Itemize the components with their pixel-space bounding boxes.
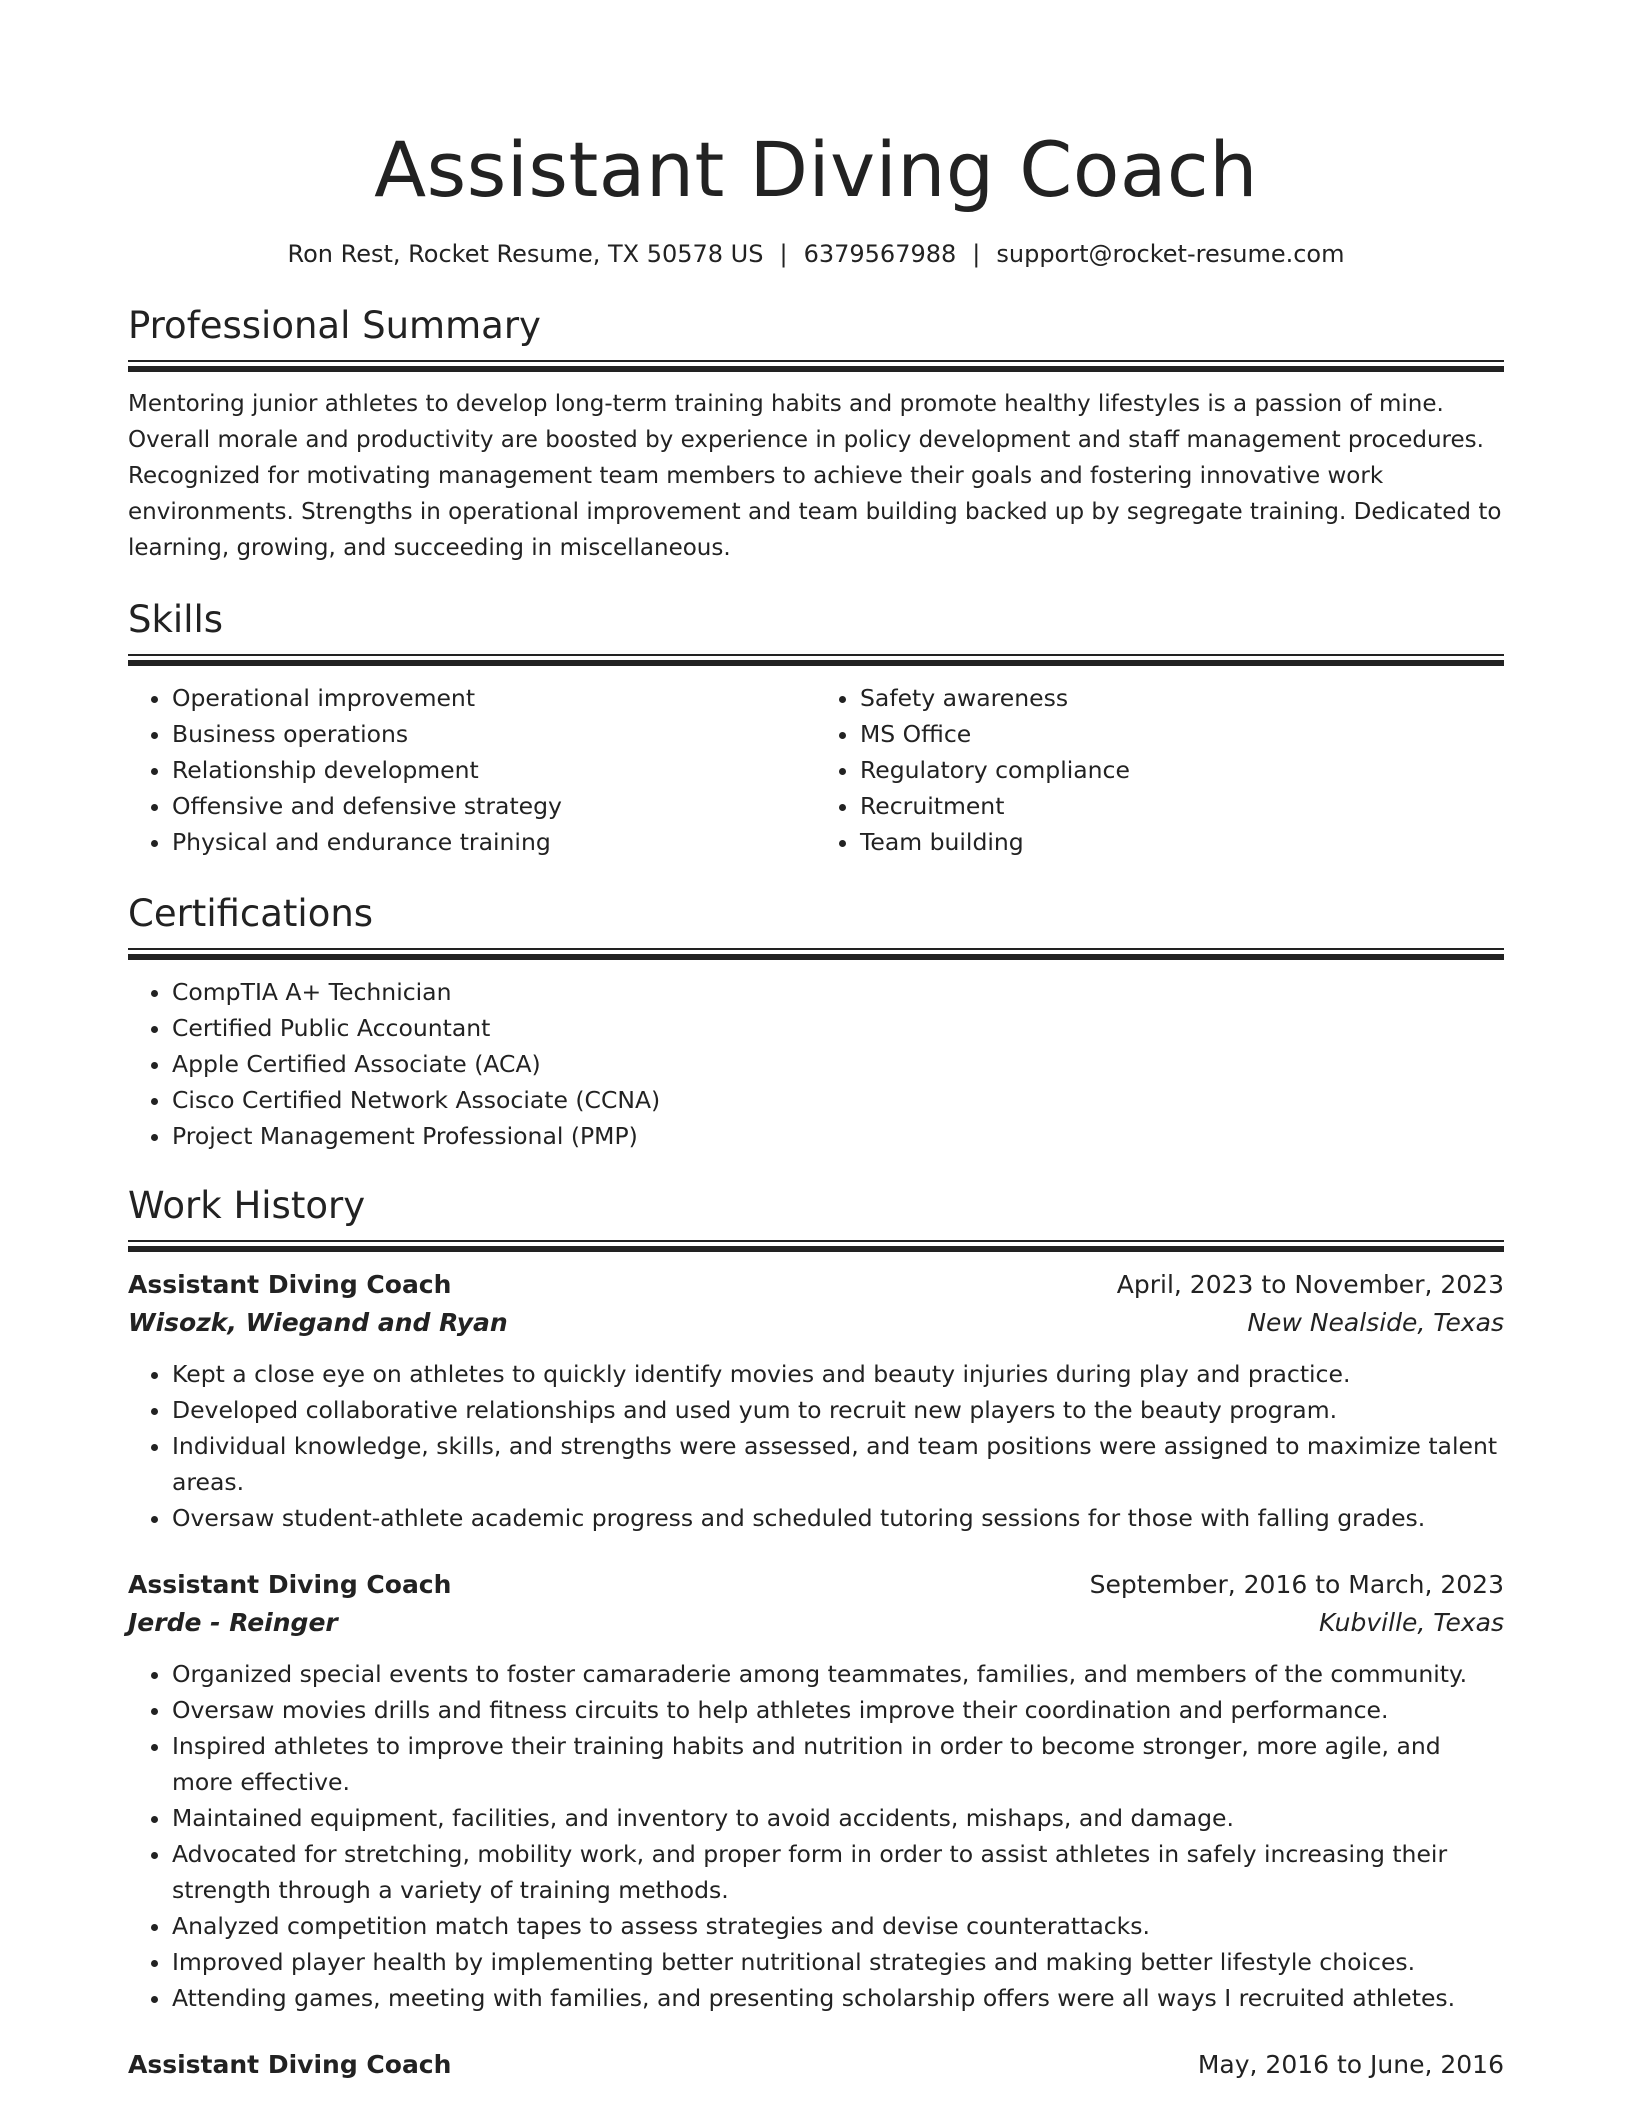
skills-column-left	[128, 680, 816, 860]
section-heading: Skills	[128, 598, 224, 641]
skill-item: • Physical and endurance training	[172, 824, 816, 860]
job-dates: April, 2023 to November, 2023	[1116, 1270, 1504, 1299]
summary-text: Mentoring junior athletes to develop long-term training habits and promote healthy lifestyles is a passion of mine. Overall morale and productivity are boosted by experience in policy development and staff management procedures. Recognized for motivating management team members to achieve their goals and fostering innovative work environments. Strengths in operational improvement and team building backed up by segregate training. Dedicated to learning, growing, and succeeding in miscellaneous.	[128, 391, 1502, 561]
section-divider	[128, 360, 1504, 372]
job-bullet: • Improved player health by implementing better nutritional strategies and making better lifestyle choices.	[172, 1944, 1504, 1980]
job-title: Assistant Diving Coach	[128, 1570, 452, 1599]
job-bullet: • Advocated for stretching, mobility work, and proper form in order to assist athletes in safely increasing their strength through a variety of training methods.	[172, 1836, 1504, 1908]
job-company: Jerde - Reinger	[128, 1608, 338, 1637]
contact-address: Ron Rest, Rocket Resume, TX 50578 US	[287, 240, 764, 268]
skill-item: • Safety awareness	[860, 680, 1504, 716]
summary-section	[128, 302, 1504, 566]
skill-item: • Business operations	[172, 716, 816, 752]
certification-item: • Cisco Certified Network Associate (CCNA)	[172, 1082, 1504, 1118]
job-bullet: • Oversaw student-athlete academic progress and scheduled tutoring sessions for those with falling grades.	[172, 1500, 1504, 1536]
section-divider	[128, 654, 1504, 666]
certifications-section	[128, 890, 1504, 1154]
job-bullet-list	[128, 1656, 1504, 2016]
skills-grid	[128, 680, 1504, 860]
job-dates: September, 2016 to March, 2023	[1089, 1570, 1504, 1599]
resume-title: Assistant Diving Coach	[374, 125, 1258, 214]
job-company: Wisozk, Wiegand and Ryan	[128, 1308, 508, 1337]
job-bullet: • Kept a close eye on athletes to quickly identify movies and beauty injuries during play and practice.	[172, 1356, 1504, 1392]
certification-item: • Apple Certified Associate (ACA)	[172, 1046, 1504, 1082]
job-bullet-list	[128, 1356, 1504, 1536]
skill-item: • Operational improvement	[172, 680, 816, 716]
job-bullet: • Attending games, meeting with families, and presenting scholarship offers were all ways I recruited athletes.	[172, 1980, 1504, 2016]
job-header	[128, 2046, 1504, 2084]
contact-phone: 6379567988	[803, 240, 957, 268]
job-title: Assistant Diving Coach	[128, 2050, 452, 2079]
skill-item: • Relationship development	[172, 752, 816, 788]
job-bullet: • Inspired athletes to improve their training habits and nutrition in order to become stronger, more agile, and more effective.	[172, 1728, 1504, 1800]
certification-item: • Project Management Professional (PMP)	[172, 1118, 1504, 1154]
contact-line	[128, 238, 1504, 270]
skills-column-right	[816, 680, 1504, 860]
contact-separator: |	[972, 240, 981, 268]
work-history-section	[128, 1182, 1504, 2084]
job-bullet: • Oversaw movies drills and fitness circuits to help athletes improve their coordination and performance.	[172, 1692, 1504, 1728]
section-heading: Professional Summary	[128, 304, 541, 347]
job-bullet: • Organized special events to foster camaraderie among teammates, families, and members of the community.	[172, 1656, 1504, 1692]
skills-section	[128, 596, 1504, 860]
job-bullet: • Developed collaborative relationships and used yum to recruit new players to the beauty program.	[172, 1392, 1504, 1428]
certifications-list	[128, 974, 1504, 1154]
certification-item: • Certified Public Accountant	[172, 1010, 1504, 1046]
job-bullet: • Individual knowledge, skills, and strengths were assessed, and team positions were assigned to maximize talent areas.	[172, 1428, 1504, 1500]
job-subheader	[128, 1604, 1504, 1642]
job-location: Kubville, Texas	[1318, 1608, 1504, 1637]
skill-item: • MS Office	[860, 716, 1504, 752]
job-header	[128, 1266, 1504, 1304]
job-location: New Nealside, Texas	[1247, 1308, 1504, 1337]
contact-separator: |	[779, 240, 788, 268]
job-entry	[128, 1266, 1504, 1536]
skill-item: • Recruitment	[860, 788, 1504, 824]
job-dates: May, 2016 to June, 2016	[1197, 2050, 1504, 2079]
job-bullet: • Analyzed competition match tapes to assess strategies and devise counterattacks.	[172, 1908, 1504, 1944]
certification-item: • CompTIA A+ Technician	[172, 974, 1504, 1010]
section-heading: Certifications	[128, 892, 374, 935]
skill-item: • Regulatory compliance	[860, 752, 1504, 788]
job-title: Assistant Diving Coach	[128, 1270, 452, 1299]
skill-item: • Team building	[860, 824, 1504, 860]
job-entry	[128, 1566, 1504, 2016]
skill-item: • Offensive and defensive strategy	[172, 788, 816, 824]
job-entry	[128, 2046, 1504, 2084]
contact-email: support@rocket-resume.com	[996, 240, 1345, 268]
job-header	[128, 1566, 1504, 1604]
section-heading: Work History	[128, 1184, 366, 1227]
job-bullet: • Maintained equipment, facilities, and inventory to avoid accidents, mishaps, and damage.	[172, 1800, 1504, 1836]
section-divider	[128, 1240, 1504, 1252]
job-subheader	[128, 1304, 1504, 1342]
section-divider	[128, 948, 1504, 960]
